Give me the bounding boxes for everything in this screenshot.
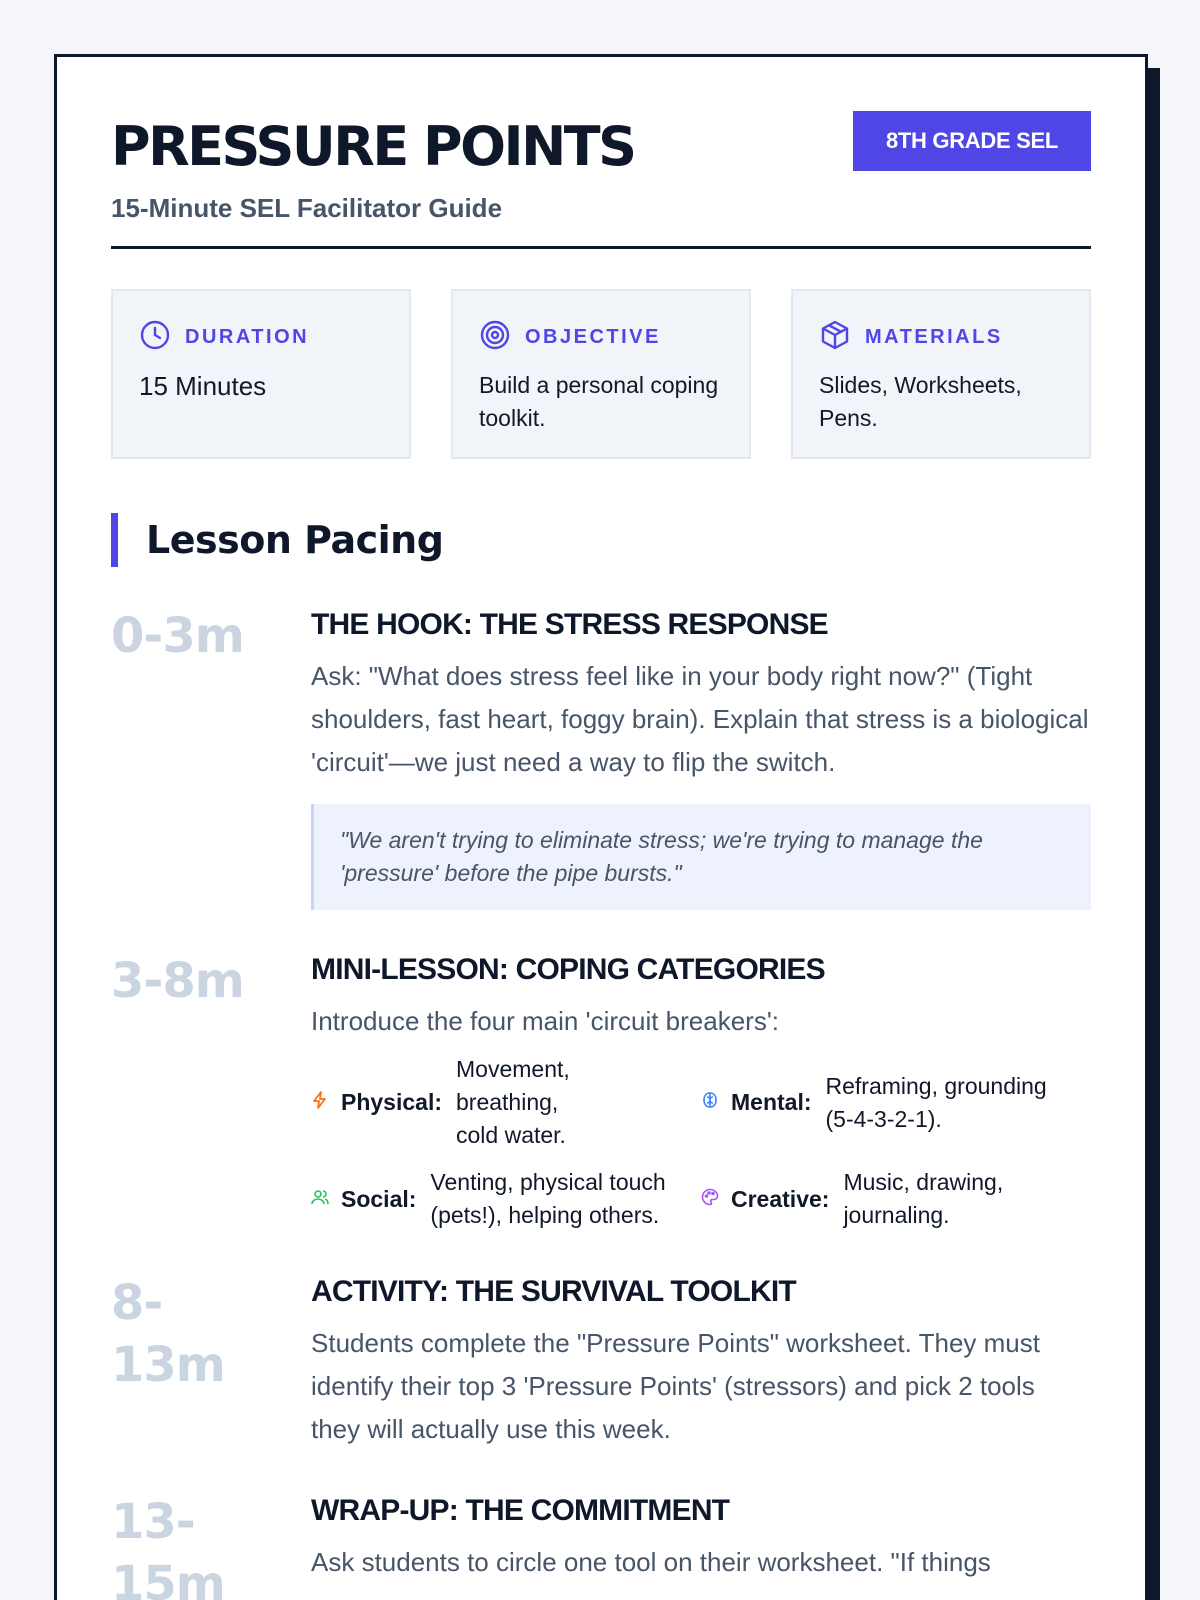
category-name: Creative: — [731, 1185, 830, 1212]
category-desc: Music, drawing, journaling. — [843, 1169, 1004, 1228]
page-title: PRESSURE POINTS — [111, 115, 635, 178]
pacing-step — [111, 1272, 1091, 1451]
category-desc: Reframing, grounding (5-4-3-2-1). — [825, 1072, 1047, 1132]
step-time: 0-3m — [111, 608, 244, 664]
clock-icon — [139, 319, 171, 356]
info-value: Slides, Worksheets, Pens. — [819, 372, 1022, 431]
category-physical — [311, 1053, 701, 1152]
info-label: DURATION — [185, 326, 310, 348]
pacing-step — [111, 1491, 1091, 1600]
category-desc: Venting, physical touch (pets!), helping others. — [430, 1169, 666, 1228]
info-row — [111, 289, 1091, 459]
page-subtitle: 15-Minute SEL Facilitator Guide — [111, 193, 503, 223]
category-name: Social: — [341, 1185, 417, 1212]
lightning-icon — [311, 1091, 329, 1114]
category-name: Physical: — [341, 1089, 442, 1115]
category-name: Mental: — [731, 1089, 812, 1115]
info-box-duration — [111, 289, 411, 459]
info-label: OBJECTIVE — [525, 326, 661, 348]
info-box-objective — [451, 289, 751, 459]
section-heading — [111, 513, 1091, 567]
coping-categories — [311, 1053, 1091, 1232]
step-title: MINI-LESSON: COPING CATEGORIES — [311, 953, 825, 986]
guide-card — [54, 54, 1148, 1600]
grade-badge: 8TH GRADE SEL — [853, 111, 1091, 171]
category-creative — [701, 1166, 1091, 1232]
facilitator-quote: "We aren't trying to eliminate stress; we're trying to manage the 'pressure' before the pipe bursts." — [311, 804, 1091, 910]
palette-icon — [701, 1188, 719, 1211]
brain-icon — [701, 1091, 719, 1114]
box-icon — [819, 319, 851, 356]
pacing-step — [111, 950, 1091, 1232]
info-value: Build a personal coping toolkit. — [479, 372, 719, 431]
info-label: MATERIALS — [865, 326, 1003, 348]
info-box-materials — [791, 289, 1091, 459]
step-time: 13-15m — [111, 1494, 225, 1600]
category-mental — [701, 1053, 1091, 1152]
info-value: 15 Minutes — [139, 371, 267, 401]
step-title: WRAP-UP: THE COMMITMENT — [311, 1494, 730, 1527]
target-icon — [479, 319, 511, 356]
pacing-step — [111, 605, 1091, 910]
step-text: Students complete the "Pressure Points" worksheet. They must identify their top 3 'Pressure Points' (stressors) and pick 2 tools they will actually use this week. — [311, 1328, 1040, 1444]
step-text: Ask students to circle one tool on their worksheet. "If things — [311, 1547, 991, 1577]
people-icon — [311, 1188, 329, 1211]
step-text: Introduce the four main 'circuit breakers': — [311, 1006, 780, 1036]
section-title: Lesson Pacing — [146, 518, 444, 562]
step-title: THE HOOK: THE STRESS RESPONSE — [311, 608, 828, 641]
step-text: Ask: "What does stress feel like in your body right now?" (Tight shoulders, fast heart, foggy brain). Explain that stress is a biological 'circuit'—we just need a way to flip the switch. — [311, 661, 1089, 777]
step-title: ACTIVITY: THE SURVIVAL TOOLKIT — [311, 1275, 796, 1308]
step-time: 8-13m — [111, 1275, 225, 1393]
header — [111, 111, 1091, 249]
step-time: 3-8m — [111, 953, 244, 1009]
category-desc: Movement, breathing, cold water. — [456, 1056, 570, 1148]
category-social — [311, 1166, 701, 1232]
